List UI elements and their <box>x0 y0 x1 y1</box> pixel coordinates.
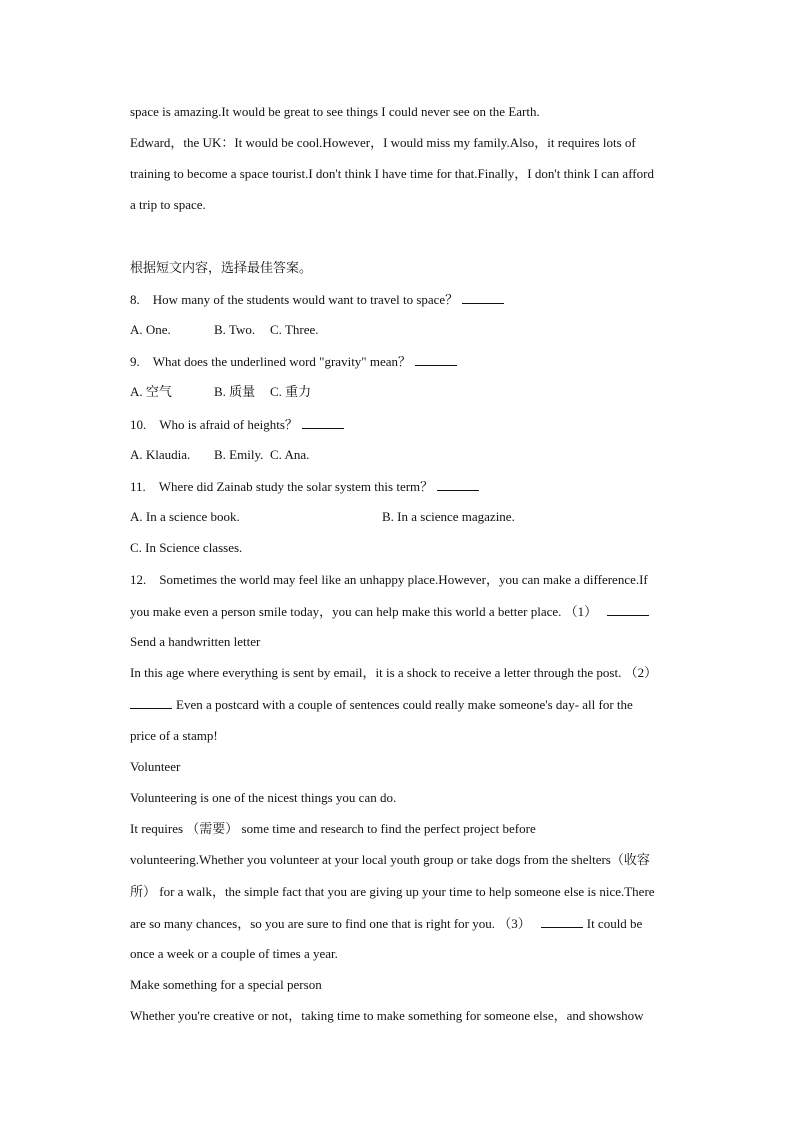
option-a[interactable]: A. One. <box>130 322 171 337</box>
answer-blank[interactable] <box>415 353 457 366</box>
section-heading: Send a handwritten letter <box>130 634 261 649</box>
question-stem: 11. Where did Zainab study the solar system this term？ <box>130 479 434 494</box>
options-9 <box>130 384 311 400</box>
option-a[interactable]: A. 空气 <box>130 384 172 399</box>
answer-blank[interactable] <box>462 291 504 304</box>
passage-line <box>130 696 633 712</box>
instruction: 根据短文内容，选择最佳答案。 <box>130 260 313 275</box>
question-stem: 9. What does the underlined word "gravity" mean？ <box>130 354 412 369</box>
option-b[interactable]: B. Emily. <box>214 447 264 462</box>
answer-blank[interactable] <box>437 478 479 491</box>
question-8 <box>130 291 504 307</box>
answer-blank-3[interactable] <box>541 915 583 928</box>
answer-blank-1[interactable] <box>607 603 649 616</box>
passage-line: Volunteering is one of the nicest things you can do. <box>130 790 397 805</box>
line-text: It could be <box>586 916 643 931</box>
answer-blank-2[interactable] <box>130 696 172 709</box>
options-11 <box>130 509 515 525</box>
options-8 <box>130 322 319 338</box>
option-c[interactable]: C. Three. <box>270 322 319 337</box>
question-10 <box>130 416 344 432</box>
passage-line: It requires （需要） some time and research to find the perfect project before <box>130 821 536 836</box>
passage-line: a trip to space. <box>130 197 206 212</box>
passage-line <box>130 915 642 931</box>
option-b[interactable]: B. 质量 <box>214 384 256 399</box>
passage-line: volunteering.Whether you volunteer at your local youth group or take dogs from the shelters（收容 <box>130 852 650 867</box>
option-a[interactable]: A. In a science book. <box>130 509 240 524</box>
passage-line: 所） for a walk，the simple fact that you are giving up your time to help someone else is nice.There <box>130 884 655 899</box>
section-heading: Make something for a special person <box>130 977 322 992</box>
option-b[interactable]: B. Two. <box>214 322 256 337</box>
line-text: you make even a person smile today，you can help make this world a better place. （1） <box>130 604 598 619</box>
option-b[interactable]: B. In a science magazine. <box>382 509 515 524</box>
option-c[interactable]: C. Ana. <box>270 447 310 462</box>
section-heading: Volunteer <box>130 759 181 774</box>
option-c[interactable]: C. 重力 <box>270 384 312 399</box>
passage-line: space is amazing.It would be great to see things I could never see on the Earth. <box>130 104 540 119</box>
passage-line: 12. Sometimes the world may feel like an unhappy place.However，you can make a difference.If <box>130 572 648 587</box>
option-c[interactable]: C. In Science classes. <box>130 540 243 555</box>
passage-line: In this age where everything is sent by email，it is a shock to receive a letter through the post. （2） <box>130 665 658 680</box>
passage-line: Whether you're creative or not，taking time to make something for someone else，and showshow <box>130 1008 644 1023</box>
line-text: Even a postcard with a couple of sentences could really make someone's day- all for the <box>176 697 633 712</box>
options-10 <box>130 447 309 463</box>
question-stem: 8. How many of the students would want to travel to space？ <box>130 292 459 307</box>
question-stem: 10. Who is afraid of heights？ <box>130 417 298 432</box>
passage-line: training to become a space tourist.I don't think I have time for that.Finally，I don't think I can afford <box>130 166 654 181</box>
line-text: are so many chances，so you are sure to find one that is right for you. （3） <box>130 916 531 931</box>
passage-line <box>130 603 649 619</box>
answer-blank[interactable] <box>302 416 344 429</box>
question-11 <box>130 478 479 494</box>
passage-line: price of a stamp! <box>130 728 218 743</box>
question-9 <box>130 353 457 369</box>
passage-line: once a week or a couple of times a year. <box>130 946 338 961</box>
option-a[interactable]: A. Klaudia. <box>130 447 191 462</box>
passage-line: Edward，the UK：It would be cool.However，I would miss my family.Also，it requires lots of <box>130 135 636 150</box>
